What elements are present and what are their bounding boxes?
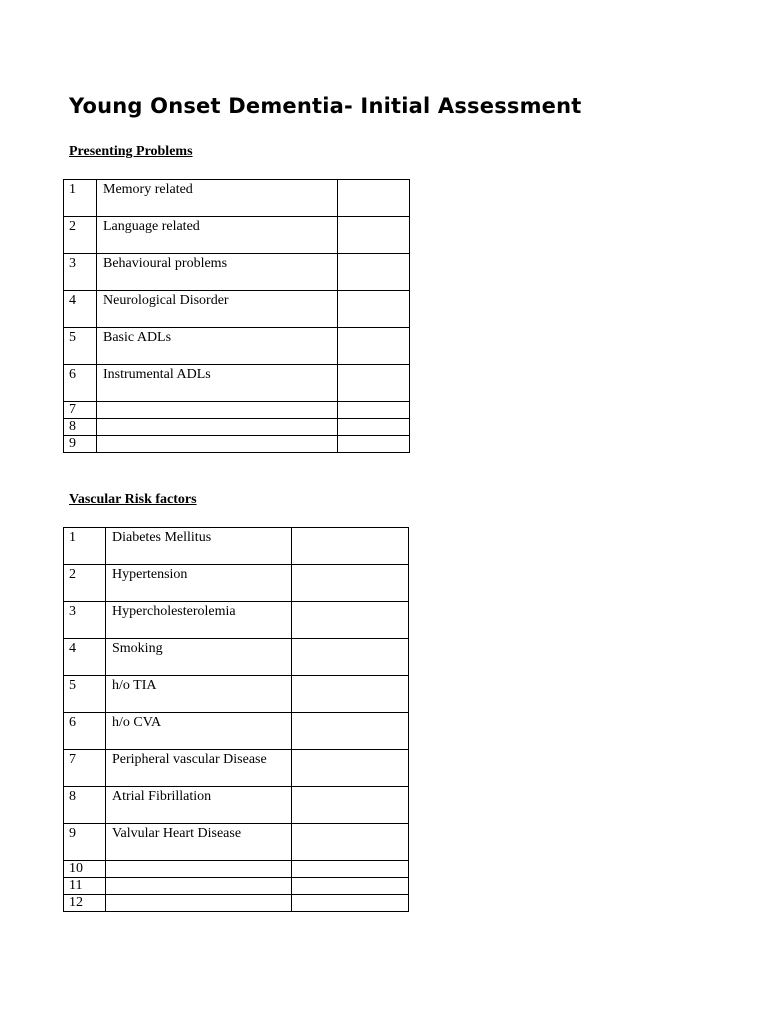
table-row (64, 217, 410, 254)
presenting-problems-table (63, 179, 410, 453)
table-row (64, 254, 410, 291)
row-number: 9 (64, 436, 97, 453)
response-cell[interactable] (292, 895, 409, 912)
risk-factor-label: Hypertension (106, 565, 292, 602)
row-number: 6 (64, 713, 106, 750)
risk-factor-label: h/o TIA (106, 676, 292, 713)
table-row (64, 602, 409, 639)
row-number: 8 (64, 419, 97, 436)
problem-label: Instrumental ADLs (97, 365, 338, 402)
row-number: 2 (64, 565, 106, 602)
response-cell[interactable] (338, 328, 410, 365)
response-cell[interactable] (292, 565, 409, 602)
risk-factor-label[interactable] (106, 878, 292, 895)
row-number: 12 (64, 895, 106, 912)
vascular-risk-factors-table (63, 527, 409, 912)
response-cell[interactable] (338, 217, 410, 254)
row-number: 10 (64, 861, 106, 878)
table-row (64, 565, 409, 602)
response-cell[interactable] (338, 419, 410, 436)
problem-label: Language related (97, 217, 338, 254)
row-number: 4 (64, 291, 97, 328)
risk-factor-label[interactable] (106, 895, 292, 912)
risk-factor-label: Valvular Heart Disease (106, 824, 292, 861)
presenting-problems-heading: Presenting Problems (69, 144, 193, 159)
table-row (64, 419, 410, 436)
response-cell[interactable] (292, 602, 409, 639)
response-cell[interactable] (292, 750, 409, 787)
risk-factor-label[interactable] (106, 861, 292, 878)
table-row (64, 878, 409, 895)
table-row (64, 824, 409, 861)
response-cell[interactable] (338, 436, 410, 453)
risk-factor-label: Diabetes Mellitus (106, 528, 292, 565)
problem-label: Behavioural problems (97, 254, 338, 291)
problem-label[interactable] (97, 436, 338, 453)
row-number: 8 (64, 787, 106, 824)
response-cell[interactable] (292, 676, 409, 713)
risk-factor-label: Peripheral vascular Disease (106, 750, 292, 787)
row-number: 5 (64, 676, 106, 713)
table-row (64, 713, 409, 750)
page-title: Young Onset Dementia- Initial Assessment (69, 94, 582, 118)
row-number: 3 (64, 254, 97, 291)
row-number: 7 (64, 750, 106, 787)
risk-factor-label: h/o CVA (106, 713, 292, 750)
table-row (64, 528, 409, 565)
row-number: 1 (64, 528, 106, 565)
table-row (64, 676, 409, 713)
response-cell[interactable] (292, 787, 409, 824)
row-number: 5 (64, 328, 97, 365)
problem-label: Memory related (97, 180, 338, 217)
table-row (64, 787, 409, 824)
risk-factor-label: Smoking (106, 639, 292, 676)
row-number: 11 (64, 878, 106, 895)
row-number: 3 (64, 602, 106, 639)
table-row (64, 750, 409, 787)
row-number: 9 (64, 824, 106, 861)
problem-label: Neurological Disorder (97, 291, 338, 328)
response-cell[interactable] (338, 291, 410, 328)
table-row (64, 861, 409, 878)
problem-label[interactable] (97, 402, 338, 419)
row-number: 6 (64, 365, 97, 402)
response-cell[interactable] (292, 824, 409, 861)
response-cell[interactable] (338, 402, 410, 419)
row-number: 7 (64, 402, 97, 419)
table-row (64, 436, 410, 453)
problem-label: Basic ADLs (97, 328, 338, 365)
row-number: 2 (64, 217, 97, 254)
response-cell[interactable] (292, 528, 409, 565)
table-row (64, 180, 410, 217)
response-cell[interactable] (292, 878, 409, 895)
response-cell[interactable] (292, 861, 409, 878)
table-row (64, 402, 410, 419)
vascular-risk-factors-heading: Vascular Risk factors (69, 492, 197, 507)
table-row (64, 639, 409, 676)
table-row (64, 291, 410, 328)
risk-factor-label: Hypercholesterolemia (106, 602, 292, 639)
response-cell[interactable] (292, 639, 409, 676)
table-row (64, 895, 409, 912)
table-row (64, 365, 410, 402)
problem-label[interactable] (97, 419, 338, 436)
response-cell[interactable] (338, 365, 410, 402)
row-number: 4 (64, 639, 106, 676)
response-cell[interactable] (292, 713, 409, 750)
table-row (64, 328, 410, 365)
response-cell[interactable] (338, 180, 410, 217)
risk-factor-label: Atrial Fibrillation (106, 787, 292, 824)
row-number: 1 (64, 180, 97, 217)
response-cell[interactable] (338, 254, 410, 291)
